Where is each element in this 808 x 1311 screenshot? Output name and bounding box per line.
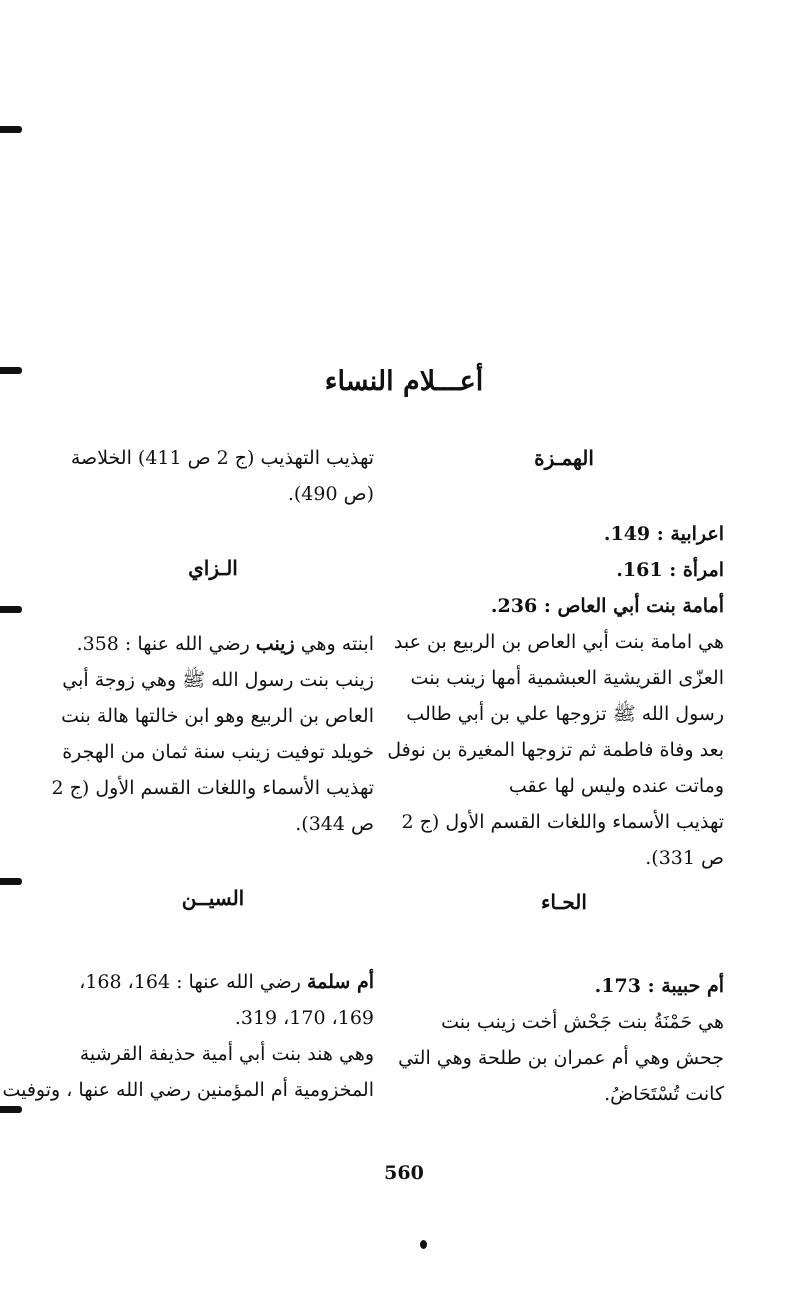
text-line: تهذيب التهذيب (ج 2 ص 411) الخلاصة [70, 447, 374, 469]
text-line: رسول الله ﷺ تزوجها علي بن أبي طالب [406, 703, 724, 725]
text-line: تهذيب الأسماء واللغات القسم الأول (ج 2 [401, 811, 724, 833]
page-number: 560 [384, 1162, 424, 1184]
entry-name: أم سلمة [306, 971, 374, 993]
text-line: (ص 490). [287, 483, 374, 505]
text-line: جحش وهي أم عمران بن طلحة وهي التي [398, 1047, 724, 1069]
text-line: ص 331). [645, 847, 724, 869]
entry-zaynab [52, 626, 374, 662]
text-line: هي امامة بنت أبي العاص بن الربيع بن عبد [393, 631, 724, 653]
continued-text [52, 440, 374, 512]
entry-umm-salama [52, 964, 374, 1000]
text-line: المخزومية أم المؤمنين رضي الله عنها ، وتوفيت [2, 1079, 374, 1101]
ink-dot [420, 1240, 427, 1249]
section-heading-zay: الـزاي [188, 556, 238, 580]
text-line: هي حَمْنَةُ بنت جَحْش أخت زينب بنت [441, 1011, 724, 1033]
text-line: زينب بنت رسول الله ﷺ وهي زوجة أبي [62, 669, 374, 691]
entries-sin [2, 880, 374, 1108]
text-line: وهي هند بنت أبي أمية حذيفة القرشية [79, 1043, 374, 1065]
page-title: أعـــلام النساء [324, 366, 484, 397]
entry-lead: ابنته وهي [294, 633, 374, 655]
entry-umm-habiba: أم حبيبة : 173. [594, 975, 724, 997]
margin-mark [0, 606, 22, 613]
text-line: بعد وفاة فاطمة ثم تزوجها المغيرة بن نوفل [387, 739, 724, 761]
entry-arabiya: اعرابية : 149. [603, 523, 724, 545]
entry-umama: أمامة بنت أبي العاص : 236. [490, 595, 724, 617]
entries-ha [398, 884, 724, 1112]
text-line: خويلد توفيت زينب سنة ثمان من الهجرة [62, 741, 374, 763]
text-line: وماتت عنده وليس لها عقب [508, 775, 724, 797]
section-heading-ha: الحـاء [541, 890, 587, 914]
text-line: تهذيب الأسماء واللغات القسم الأول (ج 2 [51, 777, 374, 799]
text-line: العاص بن الربيع وهو ابن خالتها هالة بنت [61, 705, 374, 727]
section-heading-sin: السيــن [181, 886, 245, 910]
text-line: كانت تُسْتَحَاضُ. [604, 1083, 724, 1105]
entries-hamza [387, 440, 724, 876]
margin-mark [0, 878, 22, 885]
entry-pages: رضي الله عنها : 164، 168، [79, 971, 307, 993]
text-line: ص 344). [295, 813, 374, 835]
text-line: 169، 170، 319. [234, 1007, 374, 1029]
entry-name: زينب [255, 633, 295, 655]
section-heading-hamza: الهمـزة [534, 446, 594, 470]
entry-imraa: امرأة : 161. [616, 559, 724, 581]
margin-mark [0, 126, 22, 133]
entry-pages: رضي الله عنها : 358. [76, 633, 256, 655]
text-line: العزّى القريشية العبشمية أمها زينب بنت [410, 667, 724, 689]
entries-zay [52, 550, 374, 842]
